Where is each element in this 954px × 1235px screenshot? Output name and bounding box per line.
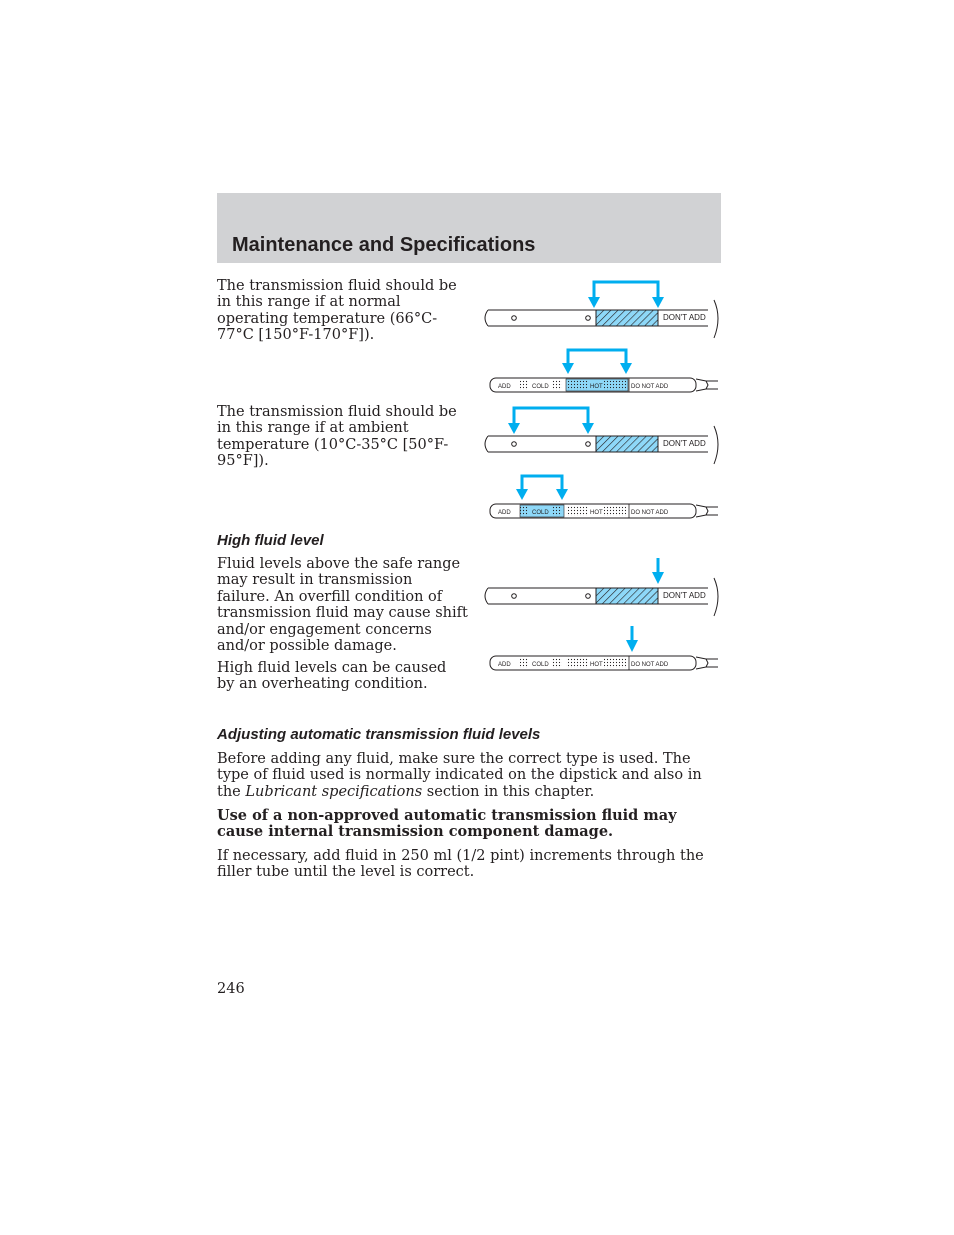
hole-marker-low xyxy=(512,594,517,599)
cold-label: COLD xyxy=(532,662,549,668)
add-label: ADD xyxy=(498,384,511,390)
lubricant-specifications-reference: Lubricant specifications xyxy=(245,783,423,800)
hatched-safe-zone xyxy=(596,436,658,452)
paragraph-adjusting-1-text-a: Before adding any fluid, make sure the correct type is used. The type of fluid used is normally indicated on the dipstick and also in the xyxy=(217,751,702,800)
range-bracket-arrow xyxy=(588,282,664,308)
range-bracket-arrow xyxy=(508,408,594,434)
hot-label: HOT xyxy=(590,662,603,668)
hole-marker-high xyxy=(586,316,591,321)
dont-add-label: DON'T ADD xyxy=(663,591,706,600)
range-bracket-arrow-hot xyxy=(562,350,632,374)
dipstick-type-b xyxy=(490,656,718,670)
dipstick-type-a xyxy=(485,578,718,616)
subheading-high-fluid: High fluid level xyxy=(217,532,324,549)
page-number: 246 xyxy=(217,981,245,997)
do-not-add-label: DO NOT ADD xyxy=(631,384,669,390)
warning-paragraph: Use of a non-approved automatic transmission fluid may cause internal transmission component damage. xyxy=(217,807,677,841)
dont-add-label: DON'T ADD xyxy=(663,439,706,448)
hole-marker-high xyxy=(586,594,591,599)
hole-marker-low xyxy=(512,442,517,447)
dont-add-label: DON'T ADD xyxy=(663,313,706,322)
figure-high-fluid-level xyxy=(480,556,722,680)
paragraph-high-fluid-1: Fluid levels above the safe range may result in transmission failure. An overfill condition of transmission fluid may cause shift and/or engagement concerns and/or possible damage. xyxy=(217,556,468,655)
add-label: ADD xyxy=(498,662,511,668)
dipstick-type-b xyxy=(490,504,718,518)
subheading-adjusting: Adjusting automatic transmission fluid levels xyxy=(217,726,541,743)
page-title: Maintenance and Specifications xyxy=(232,234,536,256)
dipstick-type-a xyxy=(485,426,718,464)
cold-label: COLD xyxy=(532,510,549,516)
overfill-arrow-b xyxy=(626,626,638,652)
hole-marker-low xyxy=(512,316,517,321)
hole-marker-high xyxy=(586,442,591,447)
paragraph-adjusting-1-text-b: section in this chapter. xyxy=(422,783,595,800)
add-label: ADD xyxy=(498,510,511,516)
paragraph-ambient-temp: The transmission fluid should be in this range if at ambient temperature (10°C-35°C [50°F-95°F]). xyxy=(217,404,457,470)
paragraph-high-fluid-2: High fluid levels can be caused by an overheating condition. xyxy=(217,660,447,693)
header-band xyxy=(217,193,721,263)
hatched-safe-zone xyxy=(596,588,658,604)
figure-ambient-temp-range xyxy=(480,404,722,528)
figure-normal-temp-range xyxy=(480,278,722,402)
do-not-add-label: DO NOT ADD xyxy=(631,662,669,668)
hot-label: HOT xyxy=(590,384,603,390)
dipstick-type-b xyxy=(490,378,718,392)
paragraph-adjusting-1 xyxy=(217,751,721,800)
paragraph-adjusting-2: If necessary, add fluid in 250 ml (1/2 pint) increments through the filler tube until the level is correct. xyxy=(217,848,704,881)
dipstick-type-a xyxy=(485,300,718,338)
hot-label: HOT xyxy=(590,510,603,516)
paragraph-normal-temp: The transmission fluid should be in this range if at normal operating temperature (66°C-77°C [150°F-170°F]). xyxy=(217,278,457,344)
range-bracket-arrow-cold xyxy=(516,476,568,500)
cold-label: COLD xyxy=(532,384,549,390)
hatched-safe-zone xyxy=(596,310,658,326)
do-not-add-label: DO NOT ADD xyxy=(631,510,669,516)
overfill-arrow xyxy=(652,558,664,584)
